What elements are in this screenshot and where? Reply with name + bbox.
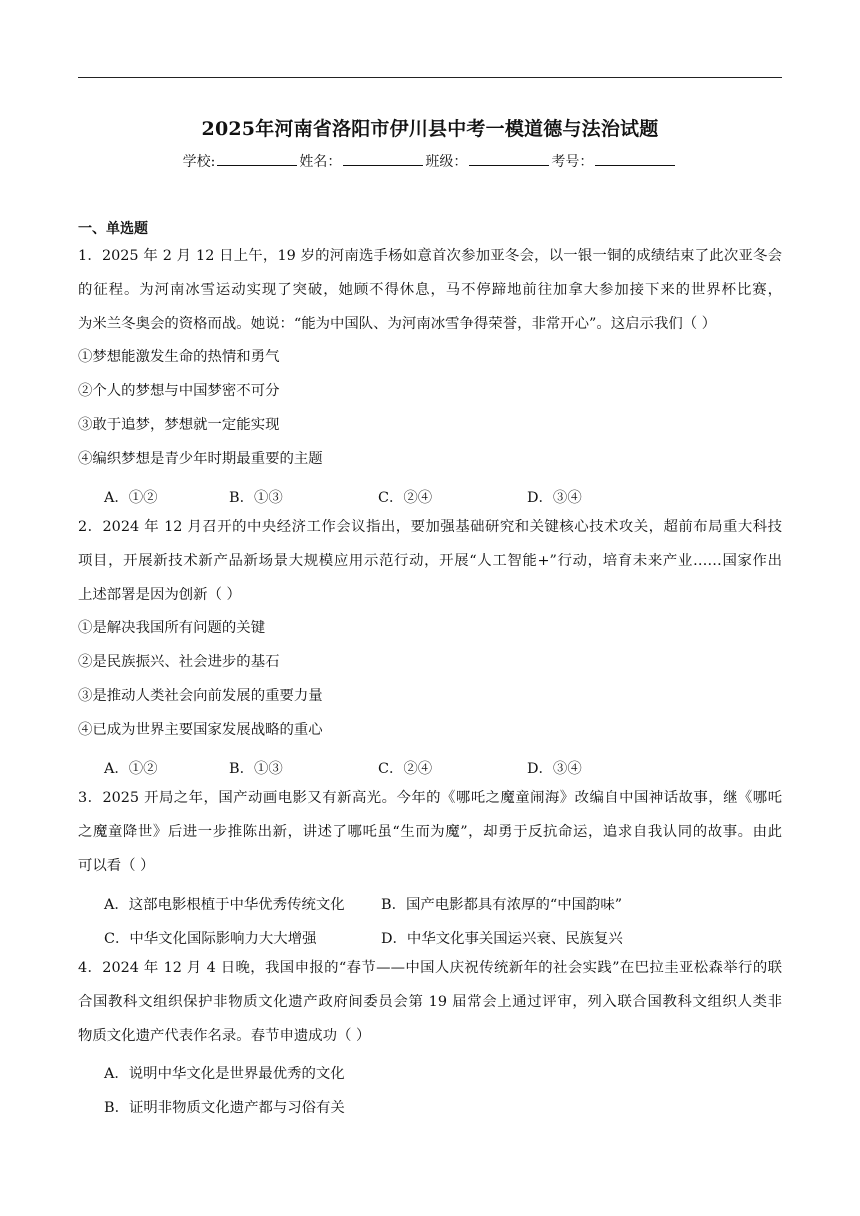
q1-stem-line: 的征程。为河南冰雪运动实现了突破，她顾不得休息，马不停蹄地前往加拿大参加接下来的世界杯比赛， [78,282,782,298]
school-label: 学校: [182,154,216,170]
q1-item: ②个人的梦想与中国梦密不可分 [78,383,280,399]
class-label: 班级： [425,154,468,170]
q2-item: ④已成为世界主要国家发展战略的重心 [78,722,323,738]
q2-item: ②是民族振兴、社会进步的基石 [78,654,280,670]
exam-no-blank [595,153,675,166]
q3-option-d: D．中华文化事关国运兴衰、民族复兴 [381,931,623,947]
q2-item: ③是推动人类社会向前发展的重要力量 [78,688,323,704]
q1-item: ③敢于追梦，梦想就一定能实现 [78,417,280,433]
q1-item: ①梦想能激发生命的热情和勇气 [78,349,280,365]
q3-option-c: C．中华文化国际影响力大大增强 [104,931,317,947]
q2-stem-line: 2．2024 年 12 月召开的中央经济工作会议指出，要加强基础研究和关键核心技术攻关，超前布局重大科技 [78,519,782,535]
q2-item: ①是解决我国所有问题的关键 [78,620,266,636]
class-blank [469,153,549,166]
q3-stem-line: 可以看（ ） [78,858,155,874]
q3-stem-line: 3．2025 开局之年，国产动画电影又有新高光。今年的《哪吒之魔童闹海》改编自中国神话故事，继《哪吒 [78,790,782,806]
student-info-line [0,151,860,171]
q4-stem-line: 4．2024 年 12 月 4 日晚，我国申报的“春节——中国人庆祝传统新年的社会实践”在巴拉圭亚松森举行的联 [78,960,782,976]
q2-option-b: B．①③ [229,761,283,777]
q1-option-b: B．①③ [229,490,283,506]
q2-option-a: A．①② [104,761,158,777]
q4-stem-line: 物质文化遗产代表作名录。春节申遗成功（ ） [78,1028,371,1044]
q3-option-a: A．这部电影根植于中华优秀传统文化 [104,897,345,913]
q1-stem-line: 为米兰冬奥会的资格而战。她说：“能为中国队、为河南冰雪争得荣誉，非常开心”。这启示我们（ ） [78,316,717,332]
q4-option-b: B．证明非物质文化遗产都与习俗有关 [104,1100,345,1116]
q3-stem-line: 之魔童降世》后进一步推陈出新，讲述了哪吒虽“生而为魔”，却勇于反抗命运，追求自我认同的故事。由此 [78,824,782,840]
q4-option-a: A．说明中华文化是世界最优秀的文化 [104,1066,345,1082]
q4-stem-line: 合国教科文组织保护非物质文化遗产政府间委员会第 19 届常会上通过评审，列入联合国教科文组织人类非 [78,994,782,1010]
q1-option-a: A．①② [104,490,158,506]
q2-option-d: D．③④ [527,761,582,777]
q3-option-b: B．国产电影都具有浓厚的“中国韵味” [381,897,623,913]
q1-option-d: D．③④ [527,490,582,506]
section-heading: 一、单选题 [78,221,148,237]
q1-item: ④编织梦想是青少年时期最重要的主题 [78,451,323,467]
q1-stem-line: 1．2025 年 2 月 12 日上午，19 岁的河南选手杨如意首次参加亚冬会，以一银一铜的成绩结束了此次亚冬会 [78,248,782,264]
exam-no-label: 考号： [551,154,594,170]
school-blank [217,153,297,166]
name-label: 姓名： [299,154,342,170]
q2-stem-line: 上述部署是因为创新（ ） [78,587,241,603]
header-rule [78,77,782,78]
q1-option-c: C．②④ [378,490,433,506]
q2-option-c: C．②④ [378,761,433,777]
q2-stem-line: 项目，开展新技术新产品新场景大规模应用示范行动，开展“人工智能+”行动，培育未来产业……国家作出 [78,553,782,569]
name-blank [343,153,423,166]
exam-title: 2025年河南省洛阳市伊川县中考一模道德与法治试题 [201,118,659,140]
